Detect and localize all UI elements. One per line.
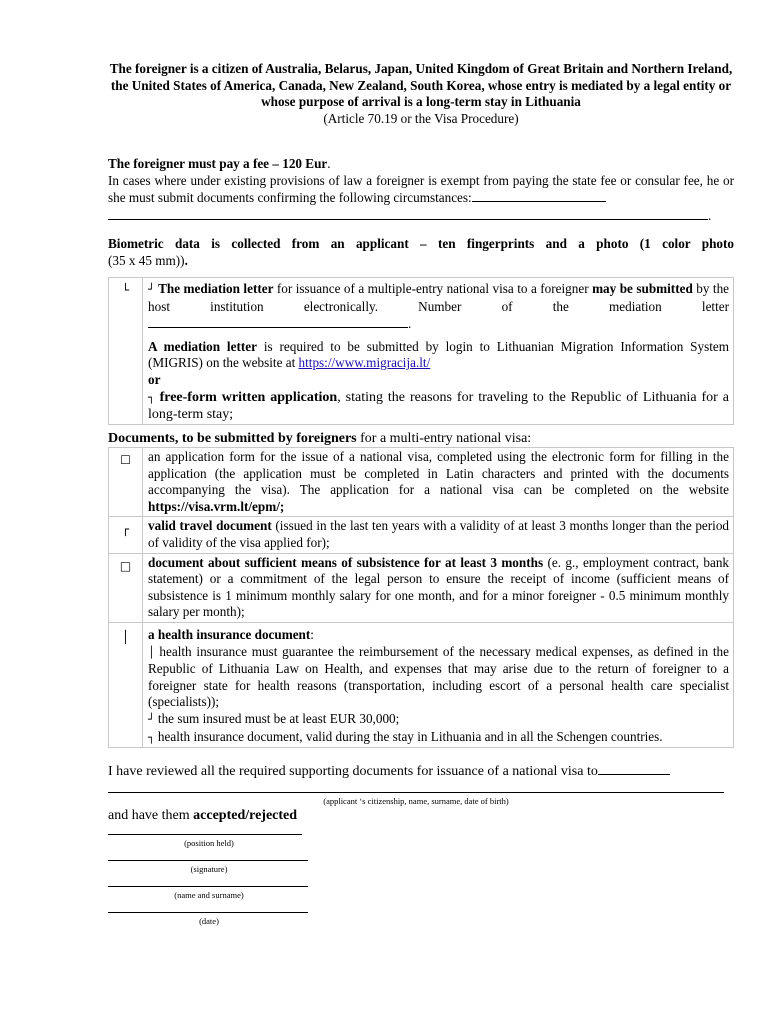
bullet-icon: ┘ (148, 712, 155, 726)
position-line[interactable] (108, 834, 302, 835)
fee-section (108, 156, 734, 224)
health-insurance-cell (143, 622, 734, 747)
date-line[interactable] (108, 912, 308, 913)
bullet-icon: ┐ (148, 390, 155, 404)
title-text: The foreigner is a citizen of Australia, Belarus, Japan, United Kingdom of Great Britain and Northern Ireland, the United States of America, Canada, New Zealand, South Korea, whose entry is mediated by a legal entity or whose purpose of arrival is a long-term stay in Lithuania (109, 61, 733, 109)
signature-signature (108, 860, 310, 874)
fee-text: In cases where under existing provisions of law a foreigner is exempt from paying the state fee or consular fee, he or she must submit documents confirming the following circumstances: (108, 172, 734, 206)
checkbox-icon: □ (119, 558, 132, 573)
biometric-section (108, 236, 734, 269)
date-label: (date) (199, 916, 219, 926)
review-blank-line[interactable] (598, 762, 670, 775)
checkbox-icon: ┌ (121, 522, 130, 537)
checkbox-icon: │ (121, 629, 130, 644)
table-row (109, 622, 734, 747)
documents-heading (108, 430, 734, 447)
accepted-rejected: accepted/rejected (193, 808, 298, 823)
name-label: (name and surname) (174, 890, 244, 900)
article-reference: (Article 70.19 or the Visa Procedure) (323, 110, 519, 126)
table-row (109, 517, 734, 553)
documents-heading-bold: Documents, to be submitted by foreigners (108, 431, 357, 446)
application-form-cell (143, 448, 734, 517)
signature-label: (signature) (190, 864, 228, 874)
signature-date (108, 912, 310, 926)
biometric-heading: Biometric data is collected from an applicant – ten fingerprints and a photo (1 color photo (108, 236, 734, 251)
documents-table (108, 447, 734, 748)
bullet-icon: │ (148, 645, 155, 659)
signature-line[interactable] (108, 860, 308, 861)
migris-text: is required to be submitted by login to Lithuanian Migration Information System (MIGRIS) on the website at (148, 338, 730, 371)
table-row (109, 553, 734, 622)
health-insurance-checkbox[interactable] (109, 622, 143, 747)
biometric-end: . (184, 252, 188, 268)
subsistence-cell (143, 553, 734, 622)
application-form-text: an application form for the issue of a national visa, completed using the electronic form for filling in the application (the application must be completed in Latin characters and printed with the documents accompanying the visa). The application for a national visa can be completed on the website (148, 449, 729, 498)
bullet-icon: ┘ (148, 283, 155, 296)
documents-heading-text: for a multi-entry national visa: (360, 431, 532, 446)
health-insurance-label: a health insurance document (148, 626, 311, 642)
health-item-3: health insurance document, valid during the stay in Lithuania and in all the Schengen countries. (157, 728, 663, 744)
health-item-1: health insurance must guarantee the reimbursement of the necessary medical expenses, as defined in the Republic of Lithuania Law on Health, and expenses that may arise due to the return of foreigner to a foreigner state for health reasons (transportation, including escort of a personal health care specialist (specialists)); (148, 643, 730, 710)
mediation-checkbox[interactable] (109, 278, 143, 425)
fee-blank-line-2[interactable] (108, 207, 708, 220)
checkbox-icon: └ (121, 283, 130, 297)
subsistence-text: (e. g., employment contract, bank statement) or a commitment of the legal person to ensure the receipt of income (sufficient means of subsistence is 1 minimum monthly salary for one month, and for a minor foreigner - 0.5 minimum monthly salary per month); (148, 554, 730, 620)
may-be-submitted: may be submitted (592, 281, 693, 296)
signature-position (108, 834, 310, 848)
mediation-text: for issuance of a multiple-entry national visa to a foreigner (276, 281, 589, 296)
mediation-text-2: by the host institution electronically. Number of the mediation letter (148, 281, 730, 314)
travel-document-cell (143, 517, 734, 553)
biometric-photo-size: (35 x 45 mm)) (108, 252, 185, 268)
review-text: I have reviewed all the required supporting documents for issuance of a national visa to (108, 764, 598, 779)
mediation-end: . (408, 316, 412, 332)
travel-document-text: (issued in the last ten years with a validity of at least 3 months longer than the period of validity of the visa applied for); (148, 518, 730, 550)
migracija-link[interactable]: https://www.migracija.lt/ (298, 355, 431, 371)
applicant-line[interactable] (108, 792, 724, 793)
checkbox-icon: ☐ (120, 453, 131, 467)
table-row (109, 448, 734, 517)
mediation-cell (143, 278, 734, 425)
subsistence-label: document about sufficient means of subsistence for at least 3 months (148, 554, 544, 570)
fee-heading: The foreigner must pay a fee – 120 Eur (108, 156, 328, 171)
health-colon: : (310, 626, 314, 642)
name-line[interactable] (108, 886, 308, 887)
page-title (108, 61, 734, 127)
mediation-letter-label: The mediation letter (158, 281, 274, 296)
or-label: or (148, 371, 161, 387)
travel-document-checkbox[interactable] (109, 517, 143, 553)
epm-link[interactable]: https://visa.vrm.lt/epm/; (148, 498, 285, 514)
subsistence-checkbox[interactable] (109, 553, 143, 622)
signature-name (108, 886, 310, 900)
health-item-2: the sum insured must be at least EUR 30,000; (157, 710, 400, 726)
free-form-label: free-form written application (159, 389, 338, 405)
mediation-number-line[interactable] (148, 315, 408, 328)
travel-document-label: valid travel document (148, 518, 272, 534)
fee-end: . (708, 207, 712, 223)
bullet-icon: ┐ (148, 730, 155, 744)
free-form-text: , stating the reasons for traveling to the Republic of Lithuania for a long-term stay; (148, 389, 730, 422)
review-statement (108, 762, 738, 780)
applicant-caption: (applicant ‘s citizenship, name, surname, date of birth) (323, 796, 509, 806)
mediation-table (108, 277, 734, 425)
accept-line (108, 807, 734, 824)
position-label: (position held) (184, 838, 234, 848)
mediation-letter-label-2: A mediation letter (148, 338, 257, 354)
accept-prefix: and have them (108, 808, 190, 823)
fee-blank-line[interactable] (472, 189, 606, 202)
application-form-checkbox[interactable] (109, 448, 143, 517)
fee-heading-dot: . (327, 156, 331, 171)
